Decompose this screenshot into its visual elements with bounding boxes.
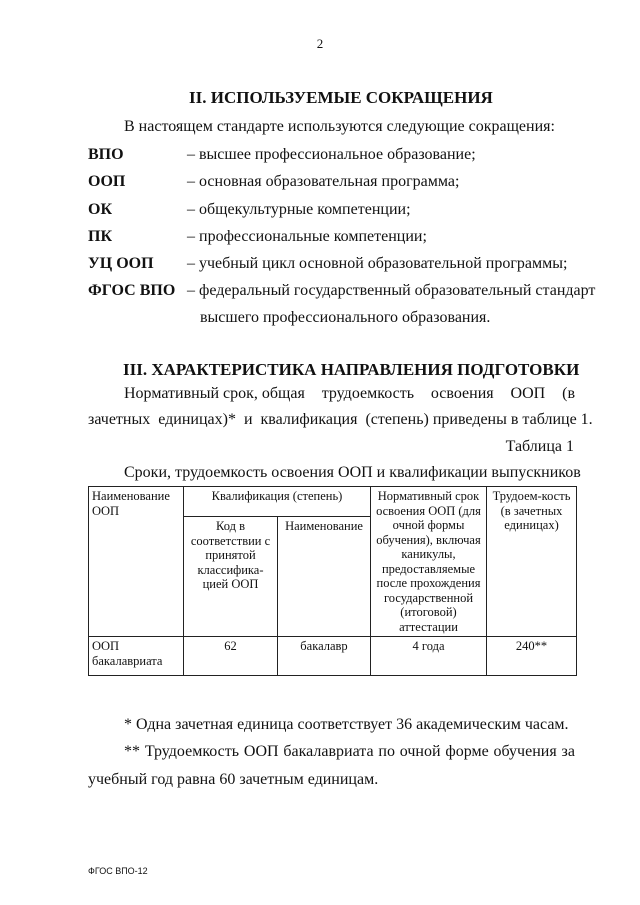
cell-program-name: ООП бакалавриата [89, 637, 184, 676]
section-3-paragraph-line-2: зачетных единицах)* и квалификация (степень) приведены в таблице 1. [88, 411, 593, 428]
cell-labor: 240** [487, 637, 577, 676]
abbr-term: УЦ ООП [88, 255, 154, 272]
page-number: 2 [316, 36, 324, 51]
cell-code: 62 [184, 637, 278, 676]
abbr-definition: – учебный цикл основной образовательной программы; [187, 255, 568, 272]
section-2-heading: II. ИСПОЛЬЗУЕМЫЕ СОКРАЩЕНИЯ [189, 88, 493, 107]
text-fragment: ** [124, 743, 140, 760]
cell-qualification-title: бакалавр [278, 637, 371, 676]
text-fragment: бакалавриата [283, 743, 374, 760]
section-3-paragraph-line-1 [124, 385, 575, 403]
header-labor: Трудоем-кость (в зачетных единицах) [487, 487, 577, 637]
header-code: Код в соответствии с принятой классифика-цией ООП [184, 517, 278, 637]
section-3-heading: III. ХАРАКТЕРИСТИКА НАПРАВЛЕНИЯ ПОДГОТОВКИ [123, 360, 580, 379]
abbr-definition: – общекультурные компетенции; [187, 201, 411, 218]
section-2-intro: В настоящем стандарте используются следующие сокращения: [124, 118, 555, 135]
text-fragment: Нормативный срок, общая [124, 385, 305, 402]
cell-term: 4 года [371, 637, 487, 676]
header-qualification-title: Наименование [278, 517, 371, 637]
footnote-2-line-1 [124, 743, 575, 761]
abbr-definition: – высшее профессиональное образование; [187, 146, 476, 163]
footnote-2-line-2: учебный год равна 60 зачетным единицам. [88, 771, 379, 788]
abbr-term: ПК [88, 228, 113, 245]
table-caption: Сроки, трудоемкость освоения ООП и квалификации выпускников [124, 464, 581, 481]
footnote-1: * Одна зачетная единица соответствует 36 академическим часам. [124, 716, 569, 733]
header-program-name: Наименование ООП [89, 487, 184, 637]
abbr-term: ВПО [88, 146, 124, 163]
abbr-definition-continuation: высшего профессионального образования. [200, 309, 491, 326]
text-fragment: освоения [430, 385, 494, 402]
table-header-row [89, 487, 577, 517]
abbr-definition: – основная образовательная программа; [187, 173, 460, 190]
text-fragment: за [561, 743, 575, 760]
abbr-definition: – федеральный государственный образовательный стандарт [187, 282, 596, 299]
text-fragment: обучения [493, 743, 557, 760]
text-fragment: ООП [243, 743, 279, 760]
header-qualification: Квалификация (степень) [184, 487, 371, 517]
abbr-term: ОК [88, 201, 113, 218]
table-row [89, 637, 577, 676]
data-table [88, 486, 577, 676]
text-fragment: по [378, 743, 395, 760]
text-fragment: трудоемкость [321, 385, 414, 402]
abbr-term: ФГОС ВПО [88, 282, 176, 299]
abbr-definition: – профессиональные компетенции; [187, 228, 427, 245]
text-fragment: ООП [510, 385, 546, 402]
abbr-term: ООП [88, 173, 126, 190]
text-fragment: очной [399, 743, 441, 760]
text-fragment: форме [445, 743, 489, 760]
text-fragment: Трудоемкость [144, 743, 240, 760]
table-label: Таблица 1 [505, 438, 574, 455]
header-term: Нормативный срок освоения ООП (для очной формы обучения), включая каникулы, предоставляемые после прохождения государственной (итоговой) аттестации [371, 487, 487, 637]
text-fragment: (в [562, 385, 575, 402]
footer-label: ФГОС ВПО-12 [88, 866, 148, 876]
